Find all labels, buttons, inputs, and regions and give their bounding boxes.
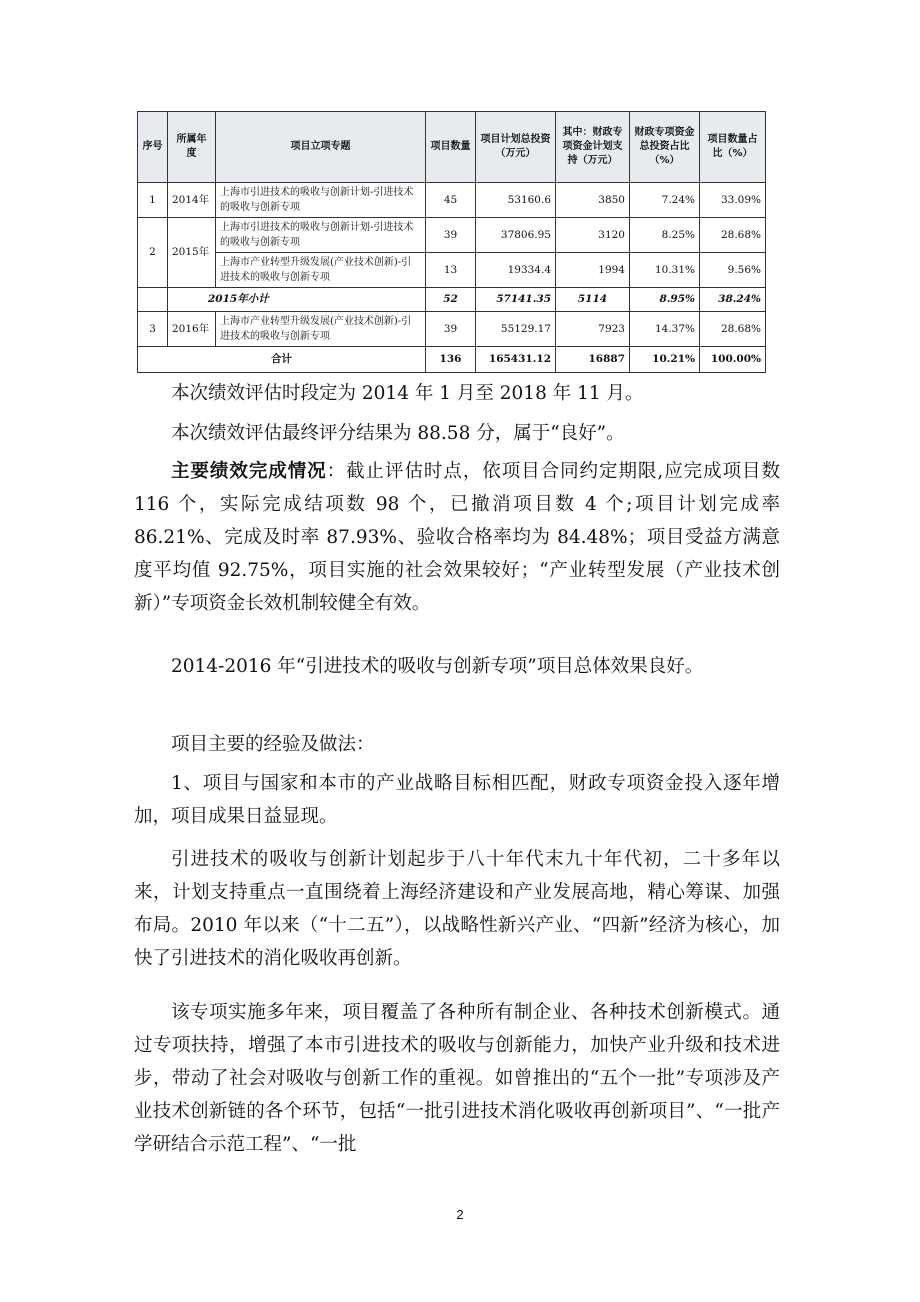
header-cell: 序号: [138, 112, 168, 183]
subtotal-row: [138, 288, 766, 312]
paragraph-overall: 2014-2016 年“引进技术的吸收与创新专项”项目总体效果良好。: [171, 656, 704, 677]
paragraph-experience-heading: 项目主要的经验及做法：: [171, 734, 375, 755]
paragraph-period: 本次绩效评估时段定为 2014 年 1 月至 2018 年 11 月。: [171, 383, 644, 404]
invest-cell: 19334.4: [476, 253, 556, 288]
table-row: [138, 218, 766, 253]
paragraph-history: 引进技术的吸收与创新计划起步于八十年代末九十年代初，二十多年以来，计划支持重点一直围绕着上海经济建设和产业发展高地，精心筹谋、加强布局。2010 年以来（“十二五”），以战略性新兴产业、“四新”经济为核心，加快了引进技术的消化吸收再创新。: [134, 849, 780, 969]
invest-cell: 165431.12: [476, 347, 556, 373]
seq-cell: 1: [138, 183, 168, 218]
subtotal-label: 2015年小计: [168, 288, 426, 312]
performance-heading: 主要绩效完成情况: [171, 461, 327, 482]
total-row: [138, 347, 766, 373]
fund-pct-cell: 8.25%: [630, 218, 700, 253]
paragraph-score: 本次绩效评估最终评分结果为 88.58 分，属于“良好”。: [171, 423, 625, 444]
invest-cell: 57141.35: [476, 288, 556, 312]
fund-pct-cell: 7.24%: [630, 183, 700, 218]
header-cell: 所属年度: [168, 112, 216, 183]
year-cell: 2015年: [168, 218, 216, 288]
fund-pct-cell: 10.21%: [630, 347, 700, 373]
table-row: [138, 183, 766, 218]
fund-cell: 16887: [556, 347, 630, 373]
header-cell: 项目数量: [426, 112, 476, 183]
count-pct-cell: 38.24%: [700, 288, 766, 312]
year-cell: 2016年: [168, 312, 216, 347]
fund-cell: 5114: [556, 288, 630, 312]
seq-cell: 2: [138, 218, 168, 288]
header-cell: 项目立项专题: [216, 112, 426, 183]
page-number: 2: [456, 1207, 464, 1222]
count-pct-cell: 9.56%: [700, 253, 766, 288]
paragraph-point-1: 1、项目与国家和本市的产业战略目标相匹配，财政专项资金投入逐年增加，项目成果日益显现。: [134, 773, 780, 827]
performance-text: ：截止评估时点，依项目合同约定期限,应完成项目数 116 个，实际完成结项数 98 个，已撤消项目数 4 个;项目计划完成率 86.21%、完成及时率 87.93%、验收合格率均为 84.48%；项目受益方满意度平均值 92.75%，项目实施的社会效果较好；“产业转型发展（产业技术创新）”专项资金长效机制较健全有效。: [134, 461, 780, 614]
topic-cell: 上海市产业转型升级发展(产业技术创新)-引进技术的吸收与创新专项: [216, 312, 426, 347]
count-cell: 39: [426, 218, 476, 253]
topic-cell: 上海市产业转型升级发展(产业技术创新)-引进技术的吸收与创新专项: [216, 253, 426, 288]
count-pct-cell: 33.09%: [700, 183, 766, 218]
invest-cell: 55129.17: [476, 312, 556, 347]
count-cell: 39: [426, 312, 476, 347]
count-cell: 136: [426, 347, 476, 373]
project-summary-table: [137, 111, 766, 373]
count-pct-cell: 28.68%: [700, 218, 766, 253]
count-cell: 52: [426, 288, 476, 312]
paragraph-performance: [134, 455, 780, 620]
table-row: [138, 253, 766, 288]
header-cell: 项目数量占比（%）: [700, 112, 766, 183]
fund-cell: 3850: [556, 183, 630, 218]
header-cell: 其中：财政专项资金计划支持（万元）: [556, 112, 630, 183]
header-cell: 财政专项资金总投资占比（%）: [630, 112, 700, 183]
fund-cell: 1994: [556, 253, 630, 288]
seq-cell: 3: [138, 312, 168, 347]
invest-cell: 53160.6: [476, 183, 556, 218]
count-pct-cell: 28.68%: [700, 312, 766, 347]
topic-cell: 上海市引进技术的吸收与创新计划-引进技术的吸收与创新专项: [216, 218, 426, 253]
paragraph-coverage: 该专项实施多年来，项目覆盖了各种所有制企业、各种技术创新模式。通过专项扶持，增强了本市引进技术的吸收与创新能力，加快产业升级和技术进步，带动了社会对吸收与创新工作的重视。如曾推出的“五个一批”专项涉及产业技术创新链的各个环节，包括“一批引进技术消化吸收再创新项目”、“一批产学研结合示范工程”、“一批: [134, 1002, 780, 1155]
table-header-row: [138, 112, 766, 183]
fund-pct-cell: 10.31%: [630, 253, 700, 288]
fund-cell: 3120: [556, 218, 630, 253]
total-label: 合计: [138, 347, 426, 373]
year-cell: 2014年: [168, 183, 216, 218]
count-pct-cell: 100.00%: [700, 347, 766, 373]
count-cell: 45: [426, 183, 476, 218]
invest-cell: 37806.95: [476, 218, 556, 253]
fund-cell: 7923: [556, 312, 630, 347]
header-cell: 项目计划总投资（万元）: [476, 112, 556, 183]
fund-pct-cell: 8.95%: [630, 288, 700, 312]
fund-pct-cell: 14.37%: [630, 312, 700, 347]
count-cell: 13: [426, 253, 476, 288]
table-row: [138, 312, 766, 347]
topic-cell: 上海市引进技术的吸收与创新计划-引进技术的吸收与创新专项: [216, 183, 426, 218]
